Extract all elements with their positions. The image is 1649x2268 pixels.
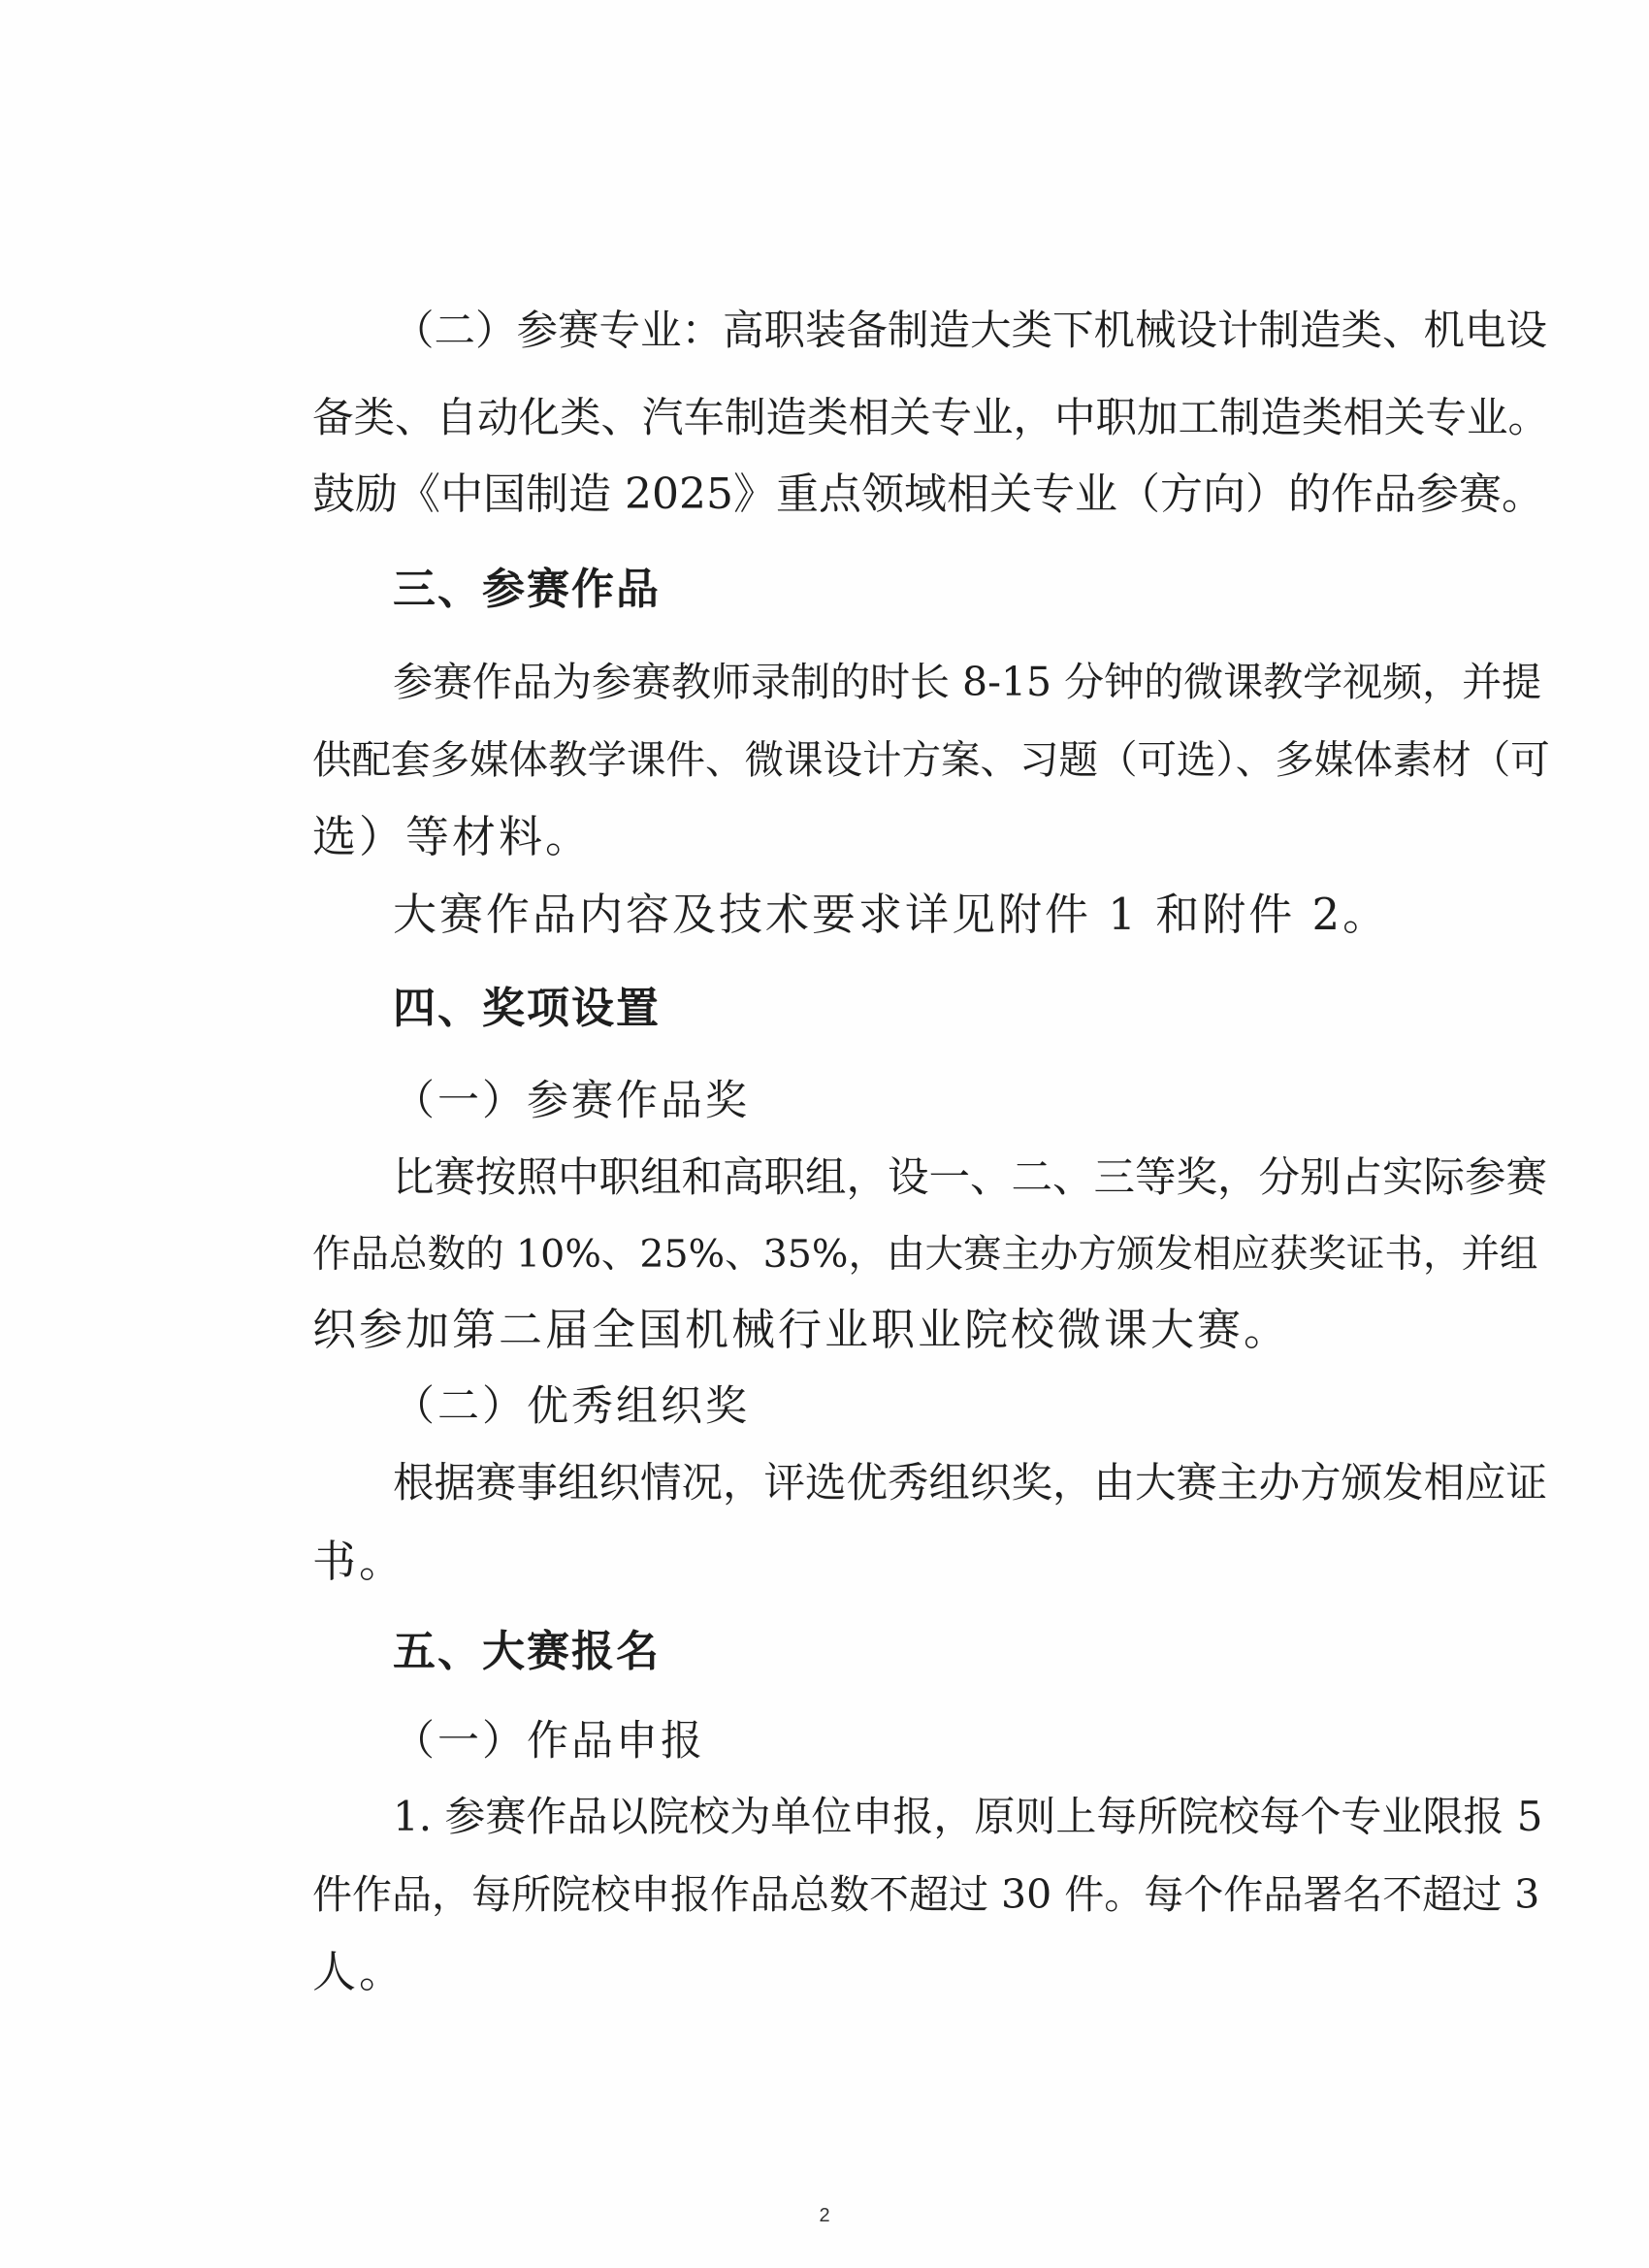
section-5-para-1-line-2: 件作品，每所院校申报作品总数不超过 30 件。每个作品署名不超过 3 (312, 1871, 1540, 1918)
section-2-item-2-line-2: 备类、自动化类、汽车制造类相关专业，中职加工制造类相关专业。 (312, 395, 1550, 442)
section-3-para-1-line-1: 参赛作品为参赛教师录制的时长 8-15 分钟的微课教学视频，并提 (393, 659, 1542, 705)
section-4-heading: 四、奖项设置 (393, 984, 661, 1033)
section-2-item-2-line-3: 鼓励《中国制造 2025》重点领域相关专业（方向）的作品参赛。 (312, 470, 1544, 519)
section-4-para-2-line-1: 根据赛事组织情况，评选优秀组织奖，由大赛主办方颁发相应证 (393, 1460, 1548, 1507)
section-3-para-1-line-3: 选）等材料。 (312, 811, 593, 862)
section-4-para-1-line-2: 作品总数的 10%、25%、35%，由大赛主办方颁发相应获奖证书，并组 (312, 1232, 1538, 1277)
section-2-item-2-line-1: （二）参赛专业：高职装备制造大类下机械设计制造类、机电设 (393, 308, 1548, 355)
section-5-subheading-1: （一）作品申报 (393, 1717, 705, 1766)
section-4-para-2-line-2: 书。 (312, 1536, 406, 1587)
section-5-heading: 五、大赛报名 (393, 1627, 661, 1676)
section-4-subheading-1: （一）参赛作品奖 (393, 1077, 750, 1125)
section-4-para-1-line-3: 织参加第二届全国机械行业职业院校微课大赛。 (312, 1304, 1291, 1355)
section-3-para-2: 大赛作品内容及技术要求详见附件 1 和附件 2。 (393, 889, 1390, 940)
section-3-para-1-line-2: 供配套多媒体教学课件、微课设计方案、习题（可选）、多媒体素材（可 (312, 736, 1550, 783)
section-3-heading: 三、参赛作品 (393, 565, 661, 614)
page-number: 2 (819, 2205, 830, 2226)
section-4-para-1-line-1: 比赛按照中职组和高职组，设一、二、三等奖，分别占实际参赛 (393, 1154, 1548, 1202)
section-5-para-1-line-3: 人。 (312, 1946, 406, 1997)
section-4-subheading-2: （二）优秀组织奖 (393, 1382, 750, 1431)
section-5-para-1-line-1: 1. 参赛作品以院校为单位申报，原则上每所院校每个专业限报 5 (393, 1793, 1543, 1840)
